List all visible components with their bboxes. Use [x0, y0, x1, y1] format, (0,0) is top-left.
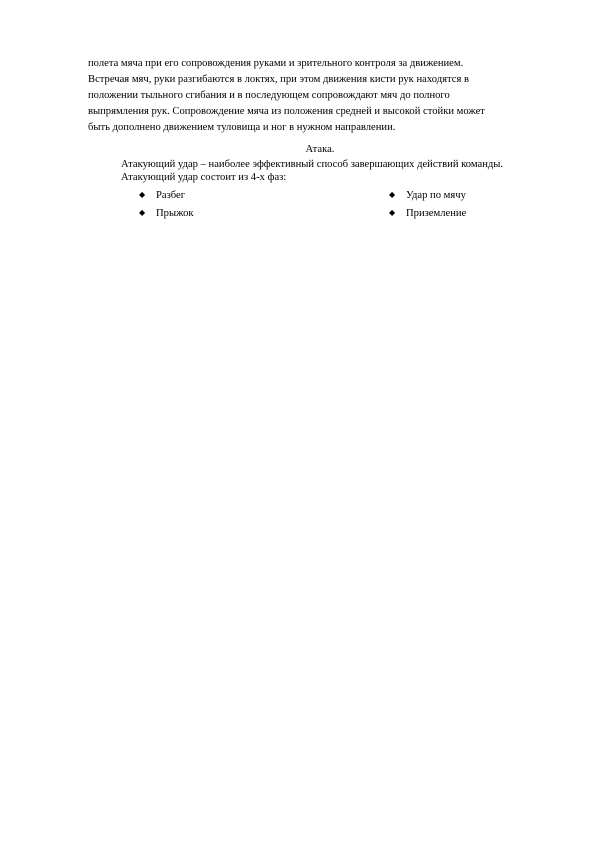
intro-line: Атакующий удар – наиболее эффективный способ завершающих действий команды. — [121, 159, 504, 170]
paragraph-line: быть дополнено движением туловища и ног в нужном направлении. — [88, 122, 396, 133]
paragraph-line: Встречая мяч, руки разгибаются в локтях, при этом движения кисти рук находятся в — [88, 74, 469, 85]
phase-label: Разбег — [156, 190, 186, 201]
bullet-icon: ◆ — [139, 190, 146, 199]
phase-list-right — [389, 186, 466, 222]
phase-label: Прыжок — [156, 208, 194, 219]
list-item — [389, 204, 466, 222]
phase-label: Приземление — [406, 208, 467, 219]
paragraph-line: выпрямления рук. Сопровождение мяча из положения средней и высокой стойки может — [88, 106, 485, 117]
bullet-icon: ◆ — [389, 208, 396, 217]
list-item — [389, 186, 466, 204]
list-item — [139, 186, 194, 204]
phase-label: Удар по мячу — [406, 190, 466, 201]
intro-line: Атакующий удар состоит из 4-х фаз: — [121, 172, 287, 183]
bullet-icon: ◆ — [389, 190, 396, 199]
bullet-icon: ◆ — [139, 208, 146, 217]
section-intro — [121, 158, 561, 184]
list-item — [139, 204, 194, 222]
paragraph-line: полета мяча при его сопровождения руками и зрительного контроля за движением. — [88, 58, 464, 69]
section-heading: Атака. — [305, 144, 335, 155]
paragraph-line: положении тыльного сгибания и в последующем сопровождают мяч до полного — [88, 90, 450, 101]
body-paragraph — [88, 56, 538, 136]
phase-list-left — [139, 186, 194, 222]
